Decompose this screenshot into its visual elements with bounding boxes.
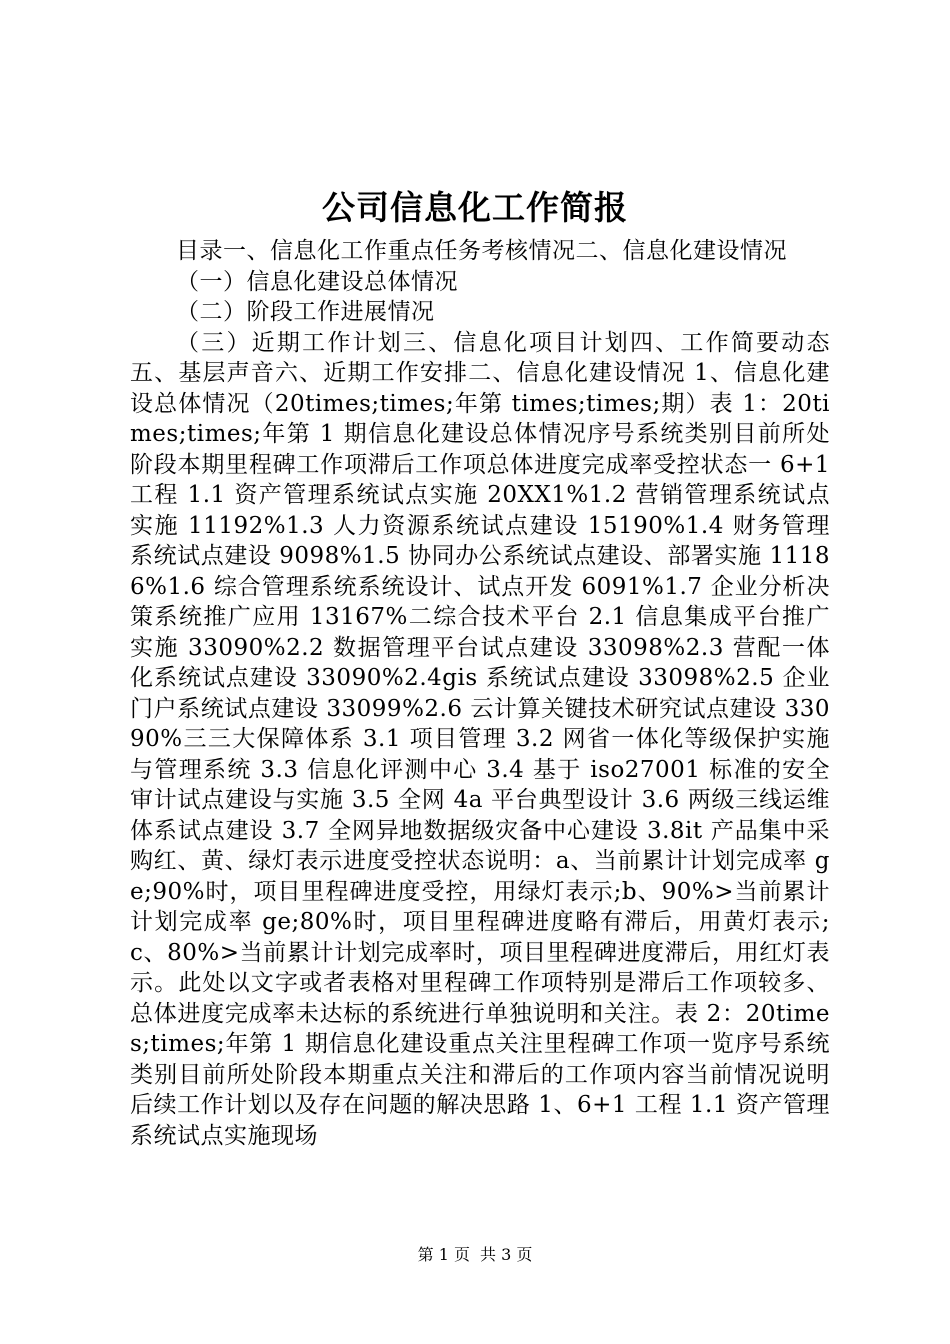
document-body	[130, 236, 830, 1151]
paragraph: 目录一、信息化工作重点任务考核情况二、信息化建设情况	[176, 238, 787, 264]
page-number: 第 1 页	[417, 1245, 470, 1264]
paragraph: （二）阶段工作进展情况	[176, 299, 435, 325]
page-footer	[0, 1244, 950, 1266]
paragraph: （三）近期工作计划三、信息化项目计划四、工作简要动态五、基层声音六、近期工作安排二、信息化建设情况 1、信息化建设总体情况（20times;times;年第 times;times;期）表 1：20times;times;年第 1 期信息化建设总体情况序号系统类别目前所处阶段本期里程碑工作项滞后工作项总体进度完成率受控状态一 6+1 工程 1.1 资产管理系统试点实施 20XX1%1.2 营销管理系统试点实施 11192%1.3 人力资源系统试点建设 15190%1.4 财务管理系统试点建设 9098%1.5 协同办公系统试点建设、部署实施 11186%1.6 综合管理系统系统设计、试点开发 6091%1.7 企业分析决策系统推广应用 13167%二综合技术平台 2.1 信息集成平台推广实施 33090%2.2 数据管理平台试点建设 33098%2.3 营配一体化系统试点建设 33090%2.4gis 系统试点建设 33098%2.5 企业门户系统试点建设 33099%2.6 云计算关键技术研究试点建设 33090%三三大保障体系 3.1 项目管理 3.2 网省一体化等级保护实施与管理系统 3.3 信息化评测中心 3.4 基于 iso27001 标准的安全审计试点建设与实施 3.5 全网 4a 平台典型设计 3.6 两级三线运维体系试点建设 3.7 全网异地数据级灾备中心建设 3.8it 产品集中采购红、黄、绿灯表示进度受控状态说明：a、当前累计计划完成率 ge;90%时，项目里程碑进度受控，用绿灯表示;b、90%>当前累计计划完成率 ge;80%时，项目里程碑进度略有滞后，用黄灯表示;c、80%>当前累计计划完成率时，项目里程碑进度滞后，用红灯表示。此处以文字或者表格对里程碑工作项特别是滞后工作项较多、总体进度完成率未达标的系统进行单独说明和关注。表 2：20times;times;年第 1 期信息化建设重点关注里程碑工作项一览序号系统类别目前所处阶段本期重点关注和滞后的工作项内容当前情况说明后续工作计划以及存在问题的解决思路 1、6+1 工程 1.1 资产管理系统试点实施现场	[130, 329, 830, 1149]
page-total: 共 3 页	[480, 1245, 533, 1264]
paragraph: （一）信息化建设总体情况	[176, 268, 458, 295]
document-title: 公司信息化工作简报	[322, 188, 628, 227]
